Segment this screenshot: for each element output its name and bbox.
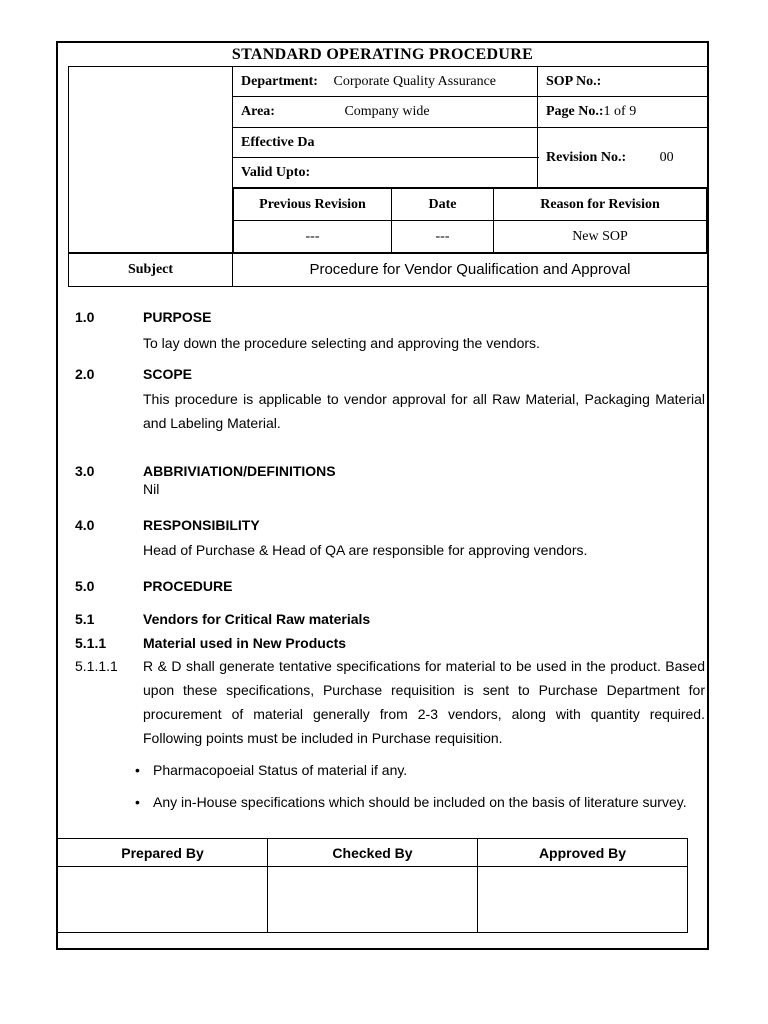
section-5-1-1-1-number: 5.1.1.1 xyxy=(75,658,118,674)
definitions-heading: ABBRIVIATION/DEFINITIONS xyxy=(143,463,336,479)
page-no-value: 1 of 9 xyxy=(603,104,637,119)
revision-no-label: Revision No.: xyxy=(546,149,627,165)
prepared-by-signature xyxy=(58,867,268,933)
revision-table xyxy=(233,188,707,253)
approved-by-signature xyxy=(478,867,688,933)
department-value: Corporate Quality Assurance xyxy=(333,73,496,89)
section-5-1-1-heading: Material used in New Products xyxy=(143,635,347,651)
subject-label: Subject xyxy=(69,253,233,287)
revision-no-value: 00 xyxy=(659,149,674,165)
subject-table xyxy=(68,252,708,287)
department-label: Department: xyxy=(241,73,318,89)
responsibility-heading: RESPONSIBILITY xyxy=(143,517,260,533)
effective-date-label: Effective Da xyxy=(241,134,315,150)
section-5-1-number: 5.1 xyxy=(75,611,95,627)
signature-table xyxy=(57,838,688,933)
sop-no-cell xyxy=(538,67,708,97)
bullet-item xyxy=(135,794,687,810)
purpose-heading: PURPOSE xyxy=(143,309,212,325)
prepared-by-header: Prepared By xyxy=(58,839,268,867)
section-5-1-1-number: 5.1.1 xyxy=(75,635,107,651)
page-no-label: Page No.: xyxy=(546,104,604,119)
purpose-number: 1.0 xyxy=(75,309,95,325)
header-table xyxy=(68,66,708,254)
area-label: Area: xyxy=(241,104,275,119)
revision-header-reason: Reason for Revision xyxy=(494,189,707,221)
bullet-dot-icon: • xyxy=(135,794,140,810)
page-no-cell xyxy=(538,97,708,128)
document-title: STANDARD OPERATING PROCEDURE xyxy=(231,46,534,63)
procedure-number: 5.0 xyxy=(75,578,95,594)
revision-date-value: --- xyxy=(392,221,494,253)
section-5-1-1-1-text: R & D shall generate tentative specifications for material to be used in the product. Based upon these specifications, Purchase requisition is sent to Purchase Department for procurement of material generally from 2-3 vendors, along with quantity required. Following points must be included in Purchase requisition. xyxy=(143,658,705,746)
section-5-1-heading: Vendors for Critical Raw materials xyxy=(143,611,371,627)
revision-table-cell xyxy=(233,188,708,254)
effective-date-cell xyxy=(233,128,538,158)
revision-previous-value: --- xyxy=(234,221,392,253)
revision-header-date: Date xyxy=(392,189,494,221)
definitions-number: 3.0 xyxy=(75,463,95,479)
subject-value: Procedure for Vendor Qualification and Approval xyxy=(233,253,708,287)
bullet-text: Pharmacopoeial Status of material if any. xyxy=(153,762,408,778)
revision-no-cell xyxy=(538,128,708,188)
department-cell xyxy=(233,67,538,97)
revision-header-previous: Previous Revision xyxy=(234,189,392,221)
valid-upto-cell xyxy=(233,158,538,188)
bullet-text: Any in-House specifications which should be included on the basis of literature survey. xyxy=(153,794,687,810)
purpose-text: To lay down the procedure selecting and approving the vendors. xyxy=(143,335,540,351)
procedure-heading: PROCEDURE xyxy=(143,578,233,594)
scope-number: 2.0 xyxy=(75,366,95,382)
definitions-text: Nil xyxy=(143,481,160,497)
valid-upto-label: Valid Upto: xyxy=(241,164,311,180)
responsibility-number: 4.0 xyxy=(75,517,95,533)
area-cell xyxy=(233,97,538,128)
approved-by-header: Approved By xyxy=(478,839,688,867)
scope-text: This procedure is applicable to vendor approval for all Raw Material, Packaging Material and Labeling Material. xyxy=(143,391,705,431)
bullet-dot-icon: • xyxy=(135,762,140,778)
checked-by-header: Checked By xyxy=(268,839,478,867)
sop-no-label: SOP No.: xyxy=(546,73,602,89)
scope-heading: SCOPE xyxy=(143,366,193,382)
logo-cell xyxy=(69,67,233,254)
checked-by-signature xyxy=(268,867,478,933)
bullet-item xyxy=(135,762,407,778)
revision-reason-value: New SOP xyxy=(494,221,707,253)
responsibility-text: Head of Purchase & Head of QA are responsible for approving vendors. xyxy=(143,542,588,558)
area-value: Company wide xyxy=(344,104,430,119)
